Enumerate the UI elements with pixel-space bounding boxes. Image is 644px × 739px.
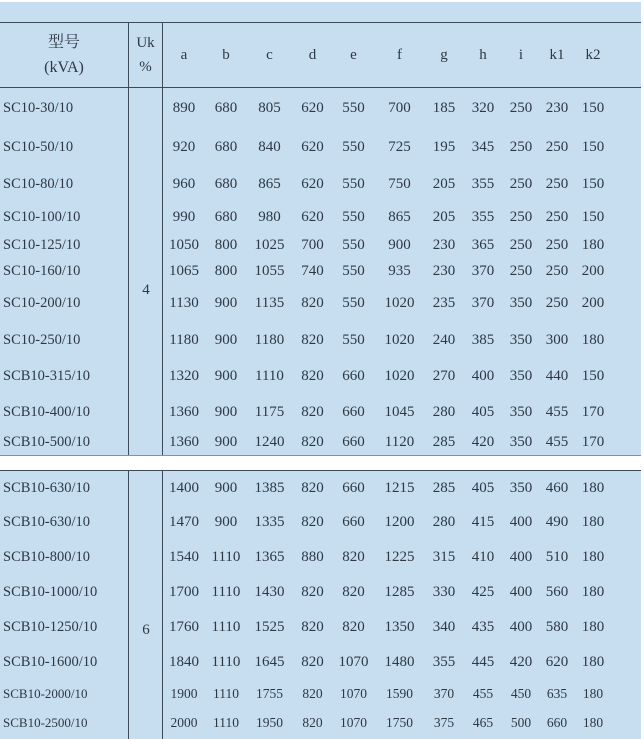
value-cell-f: 1020 — [384, 367, 415, 384]
value-cell-c: 1175 — [254, 403, 285, 420]
model-cell: SCB10-630/10 — [0, 471, 129, 505]
header-uk-unit: % — [139, 59, 152, 75]
value-cell-b: 1110 — [211, 584, 241, 600]
value-cell-i: 250 — [509, 209, 533, 225]
value-cell-e: 550 — [342, 175, 365, 192]
value-cell-i: 400 — [509, 549, 533, 565]
value-cell-f: 1200 — [384, 514, 415, 530]
table-row — [0, 680, 641, 707]
header-dim-i: i — [518, 46, 524, 63]
value-cell-i: 250 — [509, 175, 533, 192]
spec-table-section-1 — [0, 2, 641, 456]
model-cell: SC10-125/10 — [0, 233, 129, 257]
uk-cell — [129, 394, 163, 430]
header-dim-h: h — [479, 46, 487, 63]
value-cell-c: 1385 — [254, 479, 285, 496]
value-cell-k1: 230 — [545, 100, 569, 116]
value-cell-c: 1755 — [256, 685, 283, 701]
value-cell-k2: 180 — [581, 584, 605, 600]
value-cell-e: 1070 — [338, 654, 369, 670]
table-row — [0, 88, 641, 129]
value-cell-k1: 250 — [545, 209, 569, 225]
value-cell-g: 375 — [433, 715, 455, 730]
value-cell-d: 820 — [301, 479, 324, 496]
value-cell-g: 205 — [432, 175, 456, 192]
table-row — [0, 233, 641, 257]
value-cell-b: 680 — [214, 139, 238, 155]
value-cell-b: 900 — [214, 479, 238, 496]
value-cell-i: 250 — [509, 100, 533, 116]
uk-cell — [129, 575, 163, 610]
value-cell-k2: 180 — [582, 715, 604, 730]
value-cell-c: 1135 — [254, 295, 285, 311]
table-row — [0, 257, 641, 285]
value-cell-b: 900 — [214, 434, 238, 450]
value-cell-e: 550 — [342, 262, 365, 279]
value-cell-f: 700 — [388, 100, 411, 116]
header-dim-d: d — [308, 46, 317, 63]
uk-cell — [129, 540, 163, 575]
value-cell-e: 660 — [342, 479, 365, 496]
value-cell-f: 935 — [388, 262, 411, 279]
value-cell-h: 445 — [471, 654, 495, 670]
value-cell-g: 340 — [432, 619, 456, 635]
value-cell-b: 800 — [214, 236, 238, 253]
spec-table-section-2 — [0, 470, 641, 739]
value-cell-g: 285 — [432, 434, 456, 450]
value-cell-a: 1050 — [169, 236, 199, 253]
value-cell-k2: 180 — [581, 236, 605, 253]
header-model-column — [0, 23, 129, 87]
value-cell-h: 435 — [471, 619, 495, 635]
model-cell: SCB10-500/10 — [0, 430, 129, 455]
value-cell-e: 820 — [342, 549, 365, 565]
value-cell-c: 805 — [258, 100, 281, 116]
value-cell-c: 1025 — [254, 236, 285, 253]
table-header-row — [0, 22, 641, 88]
value-cell-b: 800 — [214, 262, 238, 279]
table-row — [0, 471, 641, 505]
model-cell: SCB10-400/10 — [0, 394, 129, 430]
value-cell-k1: 510 — [545, 549, 569, 565]
value-cell-g: 230 — [432, 262, 456, 279]
value-cell-e: 550 — [342, 236, 365, 253]
value-cell-a: 1320 — [169, 367, 199, 384]
value-cell-e: 660 — [342, 367, 365, 384]
value-cell-k1: 460 — [545, 479, 569, 496]
value-cell-k1: 250 — [545, 262, 569, 279]
value-cell-i: 420 — [509, 654, 533, 670]
header-dim-c: c — [266, 46, 273, 63]
header-uk-label: Uk — [136, 35, 155, 51]
value-cell-i: 500 — [510, 715, 532, 730]
value-cell-c: 865 — [258, 175, 281, 192]
value-cell-h: 320 — [471, 100, 495, 116]
value-cell-b: 900 — [214, 514, 238, 530]
value-cell-h: 385 — [471, 331, 495, 348]
value-cell-i: 350 — [509, 367, 533, 384]
value-cell-k1: 455 — [545, 403, 569, 420]
value-cell-a: 1700 — [169, 584, 199, 600]
value-cell-b: 680 — [214, 209, 238, 225]
model-cell: SC10-80/10 — [0, 166, 129, 202]
value-cell-a: 1400 — [169, 479, 199, 496]
uk-cell — [129, 680, 163, 707]
value-cell-k1: 440 — [545, 367, 569, 384]
header-dim-k1: k1 — [549, 46, 565, 63]
value-cell-k2: 180 — [581, 331, 605, 348]
value-cell-c: 1110 — [255, 367, 284, 384]
uk-cell — [129, 645, 163, 680]
value-cell-i: 250 — [509, 236, 533, 253]
header-dim-k2: k2 — [585, 46, 601, 63]
value-cell-b: 1110 — [213, 685, 239, 701]
value-cell-k2: 200 — [581, 262, 605, 279]
model-cell: SCB10-315/10 — [0, 358, 129, 394]
table-body-group1 — [0, 88, 641, 455]
value-cell-k1: 250 — [545, 236, 569, 253]
value-cell-c: 1240 — [254, 434, 285, 450]
value-cell-f: 1590 — [386, 685, 413, 701]
model-cell: SCB10-800/10 — [0, 540, 129, 575]
model-cell: SCB10-630/10 — [0, 505, 129, 540]
uk-value-group2: 6 — [142, 622, 150, 638]
value-cell-d: 740 — [301, 262, 324, 279]
model-cell: SCB10-2000/10 — [0, 680, 129, 707]
value-cell-f: 725 — [388, 139, 411, 155]
value-cell-c: 1950 — [256, 715, 283, 730]
value-cell-a: 1360 — [169, 434, 199, 450]
value-cell-a: 1360 — [169, 403, 199, 420]
value-cell-a: 2000 — [170, 715, 198, 730]
top-strip — [0, 2, 641, 22]
uk-cell — [129, 471, 163, 505]
value-cell-c: 1430 — [254, 584, 285, 600]
value-cell-k1: 300 — [545, 331, 569, 348]
value-cell-g: 280 — [432, 403, 456, 420]
value-cell-h: 370 — [471, 262, 495, 279]
value-cell-g: 240 — [432, 331, 456, 348]
value-cell-k2: 150 — [581, 100, 605, 116]
value-cell-b: 1110 — [211, 549, 241, 565]
model-cell: SC10-30/10 — [0, 88, 129, 129]
table-row — [0, 610, 641, 645]
value-cell-c: 1365 — [254, 549, 285, 565]
model-cell: SCB10-1250/10 — [0, 610, 129, 645]
value-cell-g: 195 — [432, 139, 456, 155]
value-cell-e: 820 — [342, 619, 365, 635]
value-cell-a: 1540 — [169, 549, 199, 565]
value-cell-d: 820 — [301, 403, 324, 420]
value-cell-f: 1225 — [384, 549, 415, 565]
uk-cell — [129, 322, 163, 358]
value-cell-e: 550 — [342, 331, 365, 348]
value-cell-h: 355 — [471, 209, 495, 225]
model-cell: SCB10-1600/10 — [0, 645, 129, 680]
value-cell-h: 355 — [471, 175, 495, 192]
value-cell-g: 270 — [432, 367, 456, 384]
value-cell-k1: 455 — [545, 434, 569, 450]
value-cell-k2: 180 — [581, 479, 605, 496]
value-cell-d: 620 — [301, 100, 324, 116]
value-cell-b: 680 — [214, 175, 238, 192]
value-cell-g: 230 — [432, 236, 456, 253]
table-row — [0, 358, 641, 394]
value-cell-k1: 660 — [546, 715, 568, 730]
value-cell-g: 235 — [432, 295, 456, 311]
value-cell-f: 1285 — [384, 584, 415, 600]
value-cell-i: 400 — [509, 514, 533, 530]
value-cell-i: 350 — [509, 479, 533, 496]
uk-cell — [129, 166, 163, 202]
value-cell-h: 405 — [471, 479, 495, 496]
value-cell-k1: 250 — [545, 295, 569, 311]
value-cell-k2: 150 — [581, 367, 605, 384]
value-cell-c: 980 — [258, 209, 281, 225]
table-row — [0, 322, 641, 358]
value-cell-h: 405 — [471, 403, 495, 420]
value-cell-i: 250 — [509, 262, 533, 279]
value-cell-b: 1110 — [211, 619, 241, 635]
table-row — [0, 645, 641, 680]
value-cell-b: 900 — [214, 367, 238, 384]
value-cell-k2: 150 — [581, 209, 605, 225]
value-cell-e: 1070 — [340, 715, 367, 730]
value-cell-d: 820 — [301, 434, 324, 450]
table-row — [0, 166, 641, 202]
model-cell: SCB10-1000/10 — [0, 575, 129, 610]
value-cell-e: 660 — [342, 514, 365, 530]
value-cell-e: 550 — [342, 295, 365, 311]
value-cell-d: 820 — [302, 715, 323, 730]
header-model-label: 型号 — [47, 34, 80, 51]
value-cell-b: 900 — [214, 295, 238, 311]
value-cell-i: 350 — [509, 403, 533, 420]
value-cell-k2: 180 — [581, 619, 605, 635]
uk-cell — [129, 202, 163, 233]
header-uk-column — [129, 23, 163, 87]
value-cell-f: 1215 — [384, 479, 415, 496]
header-model-unit: (kVA) — [44, 59, 84, 76]
value-cell-a: 1470 — [169, 514, 199, 530]
value-cell-i: 350 — [509, 331, 533, 348]
value-cell-k2: 170 — [581, 403, 605, 420]
value-cell-g: 285 — [432, 479, 456, 496]
value-cell-g: 280 — [432, 514, 456, 530]
uk-cell — [129, 129, 163, 166]
value-cell-f: 1480 — [384, 654, 415, 670]
model-cell: SC10-50/10 — [0, 129, 129, 166]
value-cell-k1: 490 — [545, 514, 569, 530]
value-cell-e: 550 — [342, 100, 365, 116]
value-cell-f: 1045 — [384, 403, 415, 420]
value-cell-b: 900 — [214, 403, 238, 420]
value-cell-e: 660 — [342, 403, 365, 420]
value-cell-f: 1350 — [384, 619, 415, 635]
value-cell-a: 1130 — [169, 295, 199, 311]
value-cell-h: 410 — [471, 549, 495, 565]
value-cell-f: 1020 — [384, 331, 415, 348]
value-cell-k1: 250 — [545, 139, 569, 155]
value-cell-h: 425 — [471, 584, 495, 600]
header-dim-e: e — [350, 46, 357, 63]
value-cell-c: 840 — [258, 139, 281, 155]
table-row — [0, 540, 641, 575]
model-cell: SC10-250/10 — [0, 322, 129, 358]
value-cell-e: 820 — [342, 584, 365, 600]
uk-cell — [129, 233, 163, 257]
value-cell-d: 620 — [301, 175, 324, 192]
value-cell-b: 680 — [214, 100, 238, 116]
value-cell-h: 400 — [471, 367, 495, 384]
value-cell-k2: 150 — [581, 175, 605, 192]
uk-cell — [129, 257, 163, 285]
value-cell-a: 1180 — [169, 331, 199, 348]
value-cell-a: 990 — [172, 209, 196, 225]
value-cell-d: 820 — [301, 619, 324, 635]
header-dim-b: b — [222, 46, 230, 63]
value-cell-h: 415 — [471, 514, 495, 530]
value-cell-k1: 250 — [545, 175, 569, 192]
value-cell-d: 820 — [302, 685, 323, 701]
table-row — [0, 285, 641, 322]
value-cell-k1: 580 — [545, 619, 569, 635]
table-row — [0, 430, 641, 455]
table-row — [0, 575, 641, 610]
uk-cell — [129, 430, 163, 455]
value-cell-b: 1110 — [213, 715, 239, 730]
value-cell-i: 250 — [509, 139, 533, 155]
value-cell-d: 820 — [301, 367, 324, 384]
value-cell-b: 900 — [214, 331, 238, 348]
header-dim-f: f — [397, 46, 402, 63]
value-cell-f: 865 — [388, 209, 411, 225]
table-body-group2 — [0, 471, 641, 739]
value-cell-c: 1180 — [254, 331, 285, 348]
value-cell-d: 820 — [301, 514, 324, 530]
table-row — [0, 505, 641, 540]
header-dim-g: g — [440, 46, 448, 63]
model-cell: SC10-100/10 — [0, 202, 129, 233]
value-cell-k2: 180 — [581, 514, 605, 530]
value-cell-b: 1110 — [211, 654, 241, 670]
value-cell-a: 890 — [172, 100, 196, 116]
value-cell-k2: 180 — [581, 654, 605, 670]
value-cell-e: 1070 — [340, 685, 367, 701]
value-cell-g: 330 — [432, 584, 456, 600]
value-cell-c: 1525 — [254, 619, 285, 635]
value-cell-h: 420 — [471, 434, 495, 450]
value-cell-g: 355 — [432, 654, 456, 670]
uk-cell — [129, 358, 163, 394]
value-cell-f: 750 — [388, 175, 411, 192]
value-cell-c: 1335 — [254, 514, 285, 530]
table-row — [0, 129, 641, 166]
value-cell-i: 450 — [510, 685, 532, 701]
value-cell-k2: 200 — [581, 295, 605, 311]
value-cell-d: 880 — [301, 549, 324, 565]
value-cell-f: 1020 — [384, 295, 415, 311]
value-cell-d: 700 — [301, 236, 324, 253]
value-cell-h: 370 — [471, 295, 495, 311]
value-cell-k1: 635 — [546, 685, 568, 701]
value-cell-d: 820 — [301, 584, 324, 600]
value-cell-k2: 170 — [581, 434, 605, 450]
value-cell-a: 920 — [172, 139, 196, 155]
value-cell-d: 620 — [301, 209, 324, 225]
value-cell-k1: 620 — [545, 654, 569, 670]
value-cell-h: 365 — [471, 236, 495, 253]
value-cell-d: 620 — [301, 139, 324, 155]
value-cell-g: 205 — [432, 209, 456, 225]
value-cell-g: 370 — [433, 685, 455, 701]
value-cell-e: 550 — [342, 139, 365, 155]
value-cell-k2: 150 — [581, 139, 605, 155]
value-cell-a: 1760 — [169, 619, 199, 635]
value-cell-i: 400 — [509, 584, 533, 600]
table-row — [0, 707, 641, 739]
value-cell-f: 1120 — [384, 434, 415, 450]
header-dim-a: a — [180, 46, 188, 63]
uk-cell — [129, 707, 163, 739]
value-cell-f: 1750 — [386, 715, 413, 730]
uk-value-group1: 4 — [142, 282, 150, 298]
value-cell-h: 345 — [471, 139, 495, 155]
value-cell-i: 350 — [509, 295, 533, 311]
value-cell-i: 400 — [509, 619, 533, 635]
value-cell-d: 820 — [301, 331, 324, 348]
value-cell-d: 820 — [301, 654, 324, 670]
table-row — [0, 394, 641, 430]
value-cell-h: 455 — [472, 685, 494, 701]
table-row — [0, 202, 641, 233]
model-cell: SC10-200/10 — [0, 285, 129, 322]
uk-cell — [129, 505, 163, 540]
value-cell-k2: 180 — [581, 549, 605, 565]
value-cell-e: 660 — [342, 434, 365, 450]
value-cell-a: 960 — [172, 175, 196, 192]
value-cell-k1: 560 — [545, 584, 569, 600]
model-cell: SC10-160/10 — [0, 257, 129, 285]
value-cell-c: 1645 — [254, 654, 285, 670]
value-cell-g: 185 — [432, 100, 456, 116]
value-cell-e: 550 — [342, 209, 365, 225]
value-cell-i: 350 — [509, 434, 533, 450]
uk-cell — [129, 88, 163, 129]
value-cell-a: 1840 — [169, 654, 199, 670]
model-cell: SCB10-2500/10 — [0, 707, 129, 739]
value-cell-f: 900 — [388, 236, 411, 253]
value-cell-a: 1900 — [170, 685, 198, 701]
value-cell-k2: 180 — [582, 685, 604, 701]
value-cell-h: 465 — [472, 715, 494, 730]
value-cell-g: 315 — [432, 549, 456, 565]
value-cell-d: 820 — [301, 295, 324, 311]
value-cell-c: 1055 — [254, 262, 285, 279]
value-cell-a: 1065 — [169, 262, 199, 279]
